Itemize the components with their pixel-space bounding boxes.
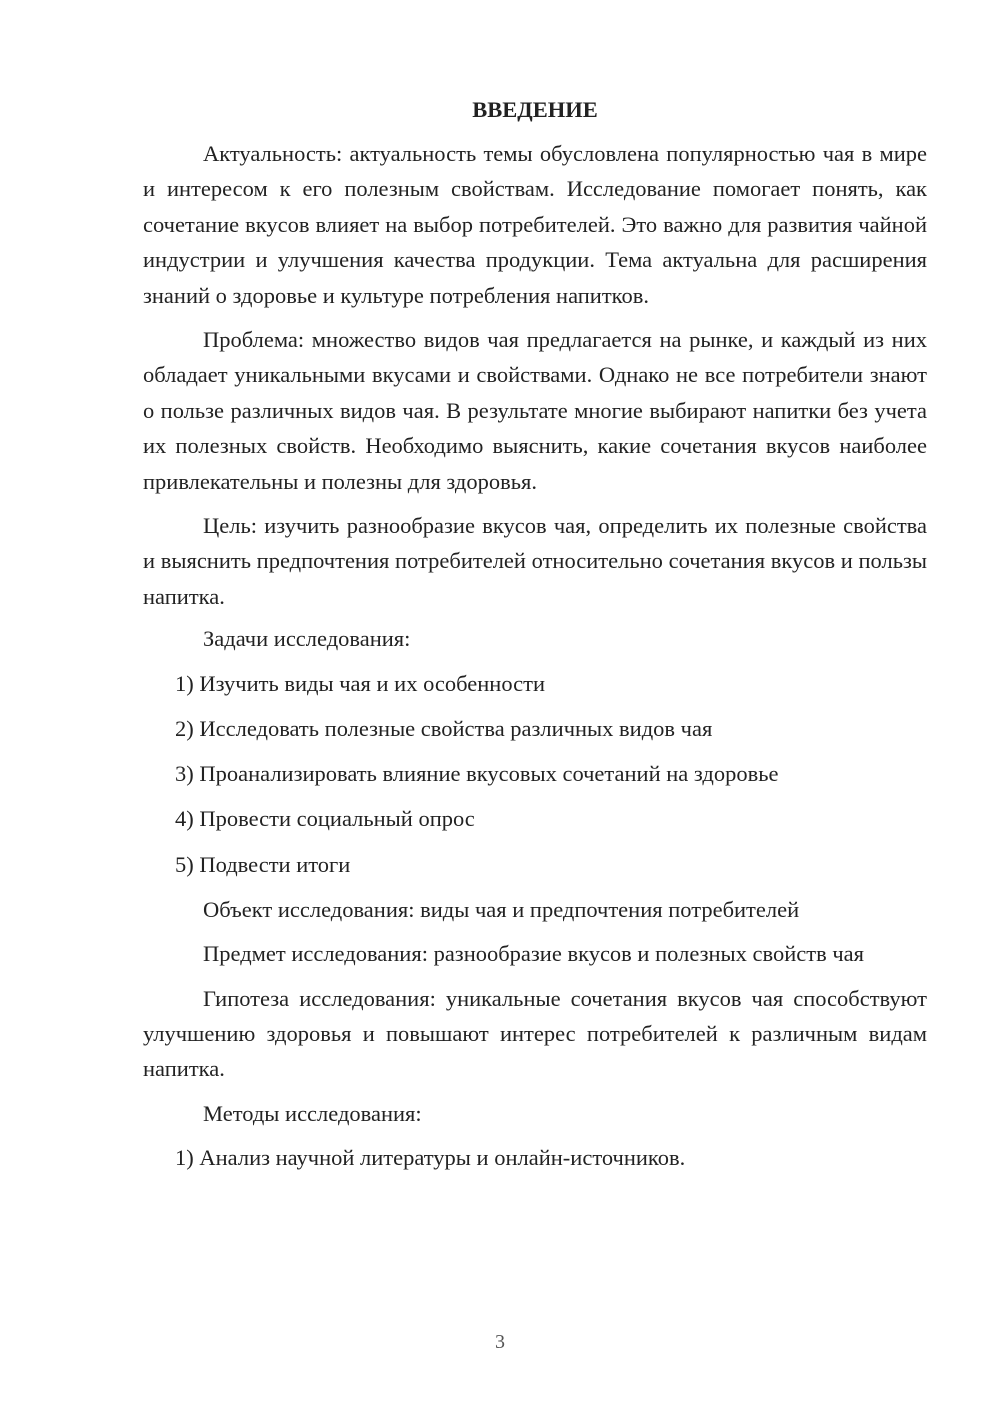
task-item: 4) Провести социальный опрос [175, 806, 475, 832]
task-item: 3) Проанализировать влияние вкусовых сочетаний на здоровье [175, 761, 779, 787]
task-item: 1) Изучить виды чая и их особенности [175, 670, 546, 696]
page-title: ВВЕДЕНИЕ [472, 97, 598, 122]
hypothesis-paragraph: Гипотеза исследования: уникальные сочетания вкусов чая способствуют улучшению здоровья и повышают интерес потребителей к различным видам напитка. [143, 985, 927, 1082]
page-number: 3 [495, 1331, 505, 1353]
task-item: 2) Исследовать полезные свойства различных видов чая [175, 715, 713, 741]
goal-paragraph: Цель: изучить разнообразие вкусов чая, определить их полезные свойства и выяснить предпочтения потребителей относительно сочетания вкусов и пользы напитка. [143, 513, 927, 609]
object-paragraph: Объект исследования: виды чая и предпочтения потребителей [203, 896, 800, 922]
relevance-paragraph: Актуальность: актуальность темы обусловлена популярностью чая в мире и интересом к его полезным свойствам. Исследование помогает понять, как сочетание вкусов влияет на выбор потребителей. Это важно для развития чайной индустрии и улучшения качества продукции. Тема актуальна для расширения знаний о здоровье и культуре потребления напитков. [143, 141, 927, 308]
problem-paragraph: Проблема: множество видов чая предлагается на рынке, и каждый из них обладает уникальными вкусами и свойствами. Однако не все потребители знают о пользе различных видов чая. В результате многие выбирают напитки без учета их полезных свойств. Необходимо выяснить, какие сочетания вкусов наиболее привлекательны и полезны для здоровья. [143, 327, 927, 494]
method-item: 1) Анализ научной литературы и онлайн-источников. [175, 1145, 686, 1171]
tasks-heading: Задачи исследования: [203, 626, 411, 652]
page-content [143, 92, 927, 1185]
subject-paragraph: Предмет исследования: разнообразие вкусов и полезных свойств чая [203, 941, 864, 967]
task-item: 5) Подвести итоги [175, 851, 351, 877]
methods-heading: Методы исследования: [203, 1100, 422, 1126]
